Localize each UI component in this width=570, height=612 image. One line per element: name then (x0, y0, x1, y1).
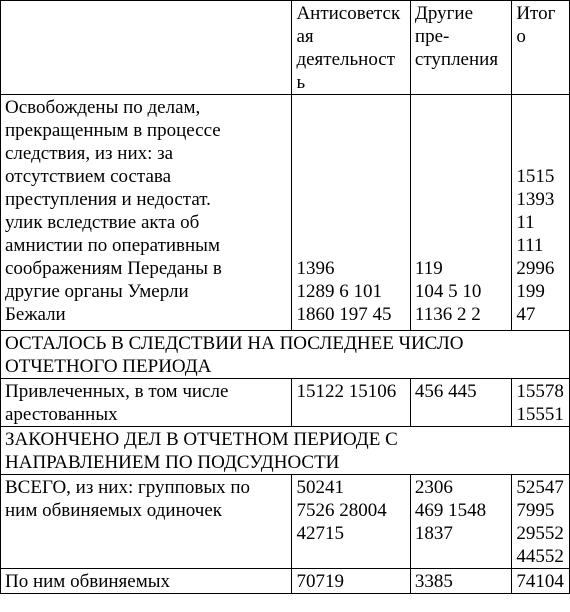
table-row-released (1, 95, 570, 331)
row-total-values: 1515 1393 11 111 2996 199 47 (512, 95, 570, 331)
row-other-crimes-values: 2306 469 1548 1837 (410, 475, 511, 569)
section-heading: ЗАКОНЧЕНО ДЕЛ В ОТЧЕТНОМ ПЕРИОДЕ С НАПРАВЛЕНИЕМ ПО ПОДСУДНОСТИ (1, 427, 570, 475)
table-row-total (1, 475, 570, 569)
row-anti-soviet-values: 70719 (292, 569, 410, 594)
row-other-crimes-values: 456 445 (410, 379, 511, 427)
row-anti-soviet-values: 1396 1289 6 101 1860 197 45 (292, 95, 410, 331)
row-label: По ним обвиняемых (1, 569, 292, 594)
row-other-crimes-values: 119 104 5 10 1136 2 2 (410, 95, 511, 331)
row-anti-soviet-values: 15122 15106 (292, 379, 410, 427)
row-label: Освобождены по делам, прекращенным в процессе следствия, из них: за отсутствием состава преступления и недостат. улик вследствие акта об амнистии по оперативным соображениям Переданы в другие органы Умерли Бежали (1, 95, 292, 331)
header-row (1, 1, 570, 95)
header-total: Итог о (512, 1, 570, 95)
section-heading-remaining (1, 331, 570, 379)
row-total-values: 74104 (512, 569, 570, 594)
row-total-values: 15578 15551 (512, 379, 570, 427)
header-empty-cell (1, 1, 292, 95)
row-total-values: 52547 7995 29552 44552 (512, 475, 570, 569)
section-heading: ОСТАЛОСЬ В СЛЕДСТВИИ НА ПОСЛЕДНЕЕ ЧИСЛО ОТЧЕТНОГО ПЕРИОДА (1, 331, 570, 379)
header-other-crimes: Другие пре- ступления (410, 1, 511, 95)
section-heading-completed (1, 427, 570, 475)
table-row-accused (1, 569, 570, 594)
header-anti-soviet: Антисоветск ая деятельност ь (292, 1, 410, 95)
row-label: Привлеченных, в том числе арестованных (1, 379, 292, 427)
table-row-involved (1, 379, 570, 427)
row-label: ВСЕГО, из них: групповых по ним обвиняемых одиночек (1, 475, 292, 569)
row-other-crimes-values: 3385 (410, 569, 511, 594)
row-anti-soviet-values: 50241 7526 28004 42715 (292, 475, 410, 569)
